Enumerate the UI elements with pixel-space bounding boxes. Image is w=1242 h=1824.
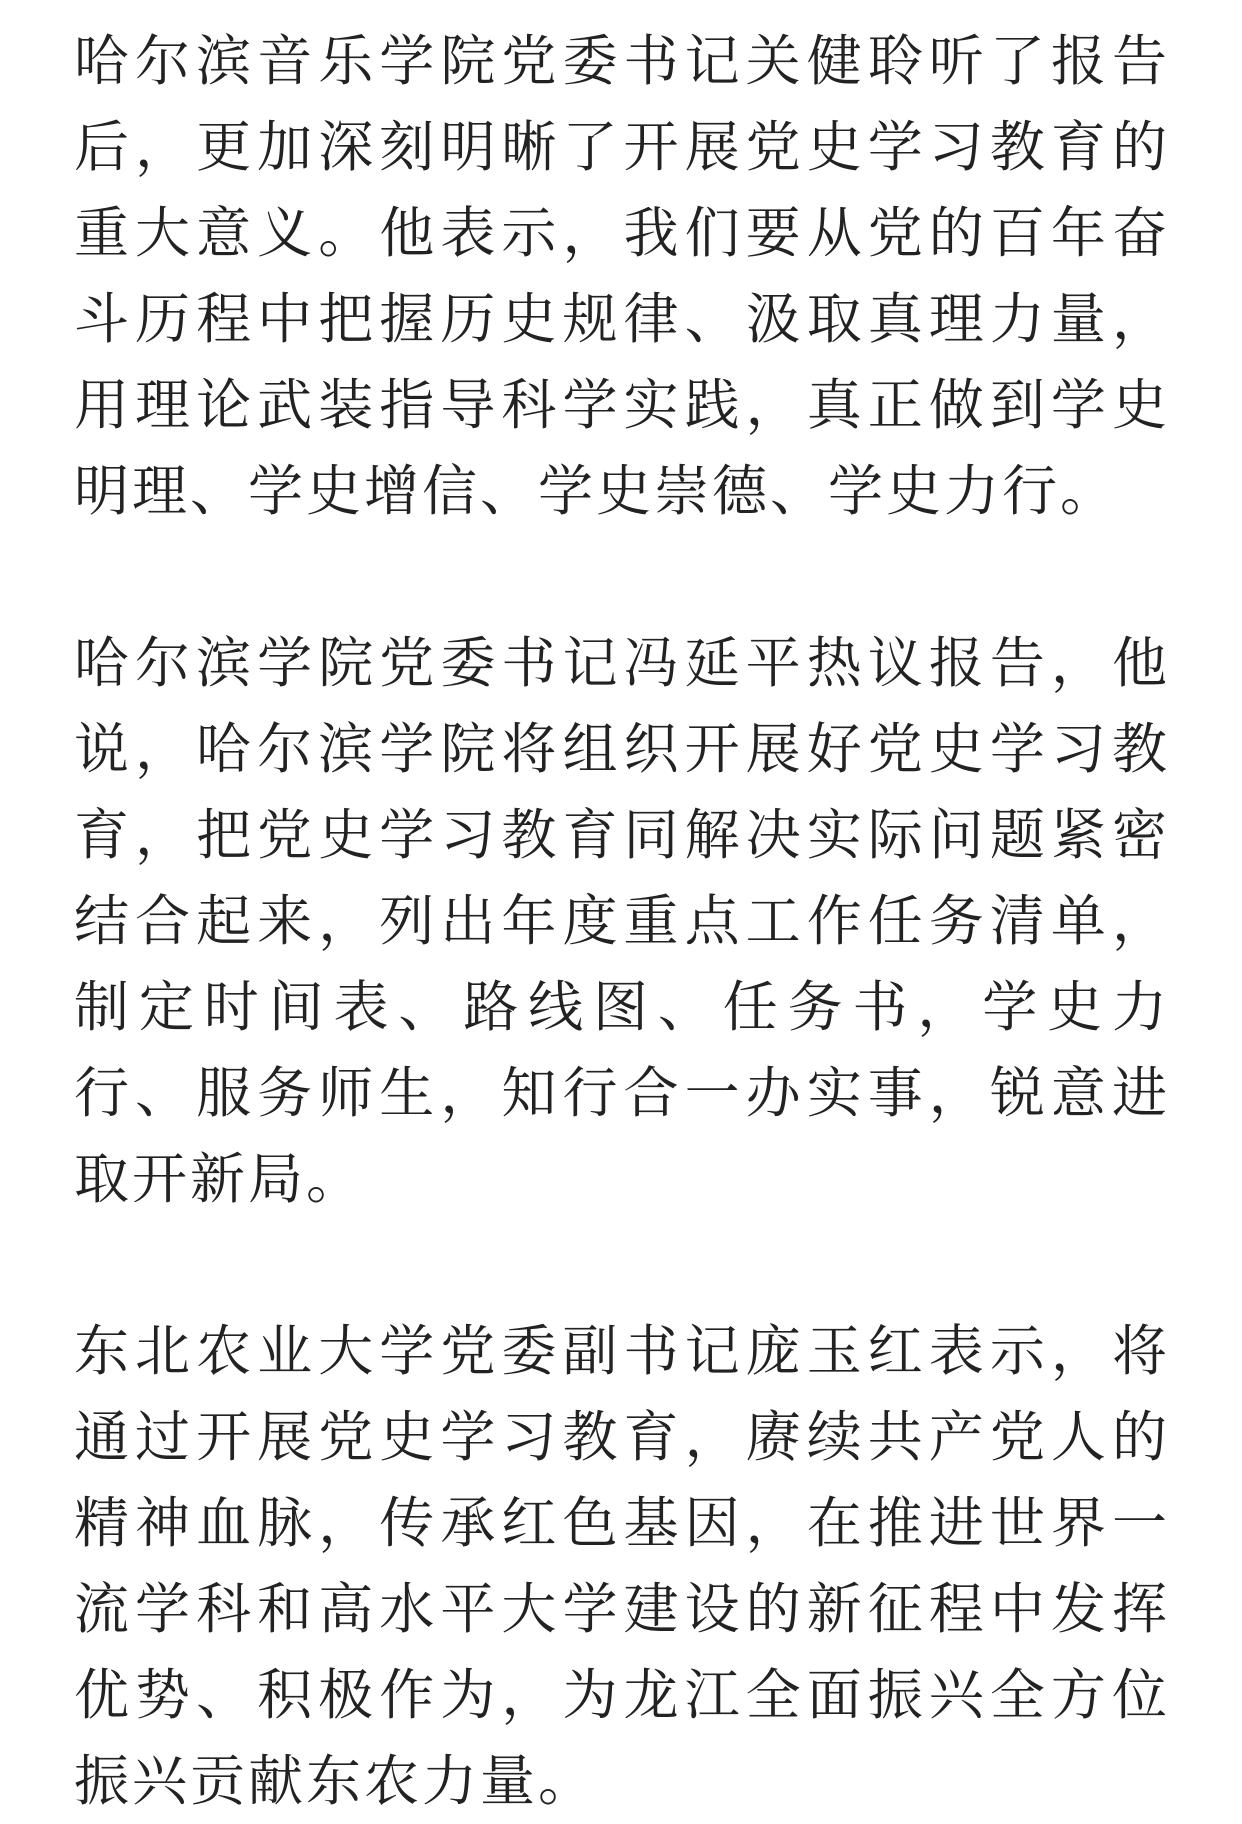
paragraph-feng-yanping: 哈尔滨学院党委书记冯延平热议报告，他说，哈尔滨学院将组织开展好党史学习教育，把党史学习教育同解决实际问题紧密结合起来，列出年度重点工作任务清单，制定时间表、路线图、任务书，学史力行、服务师生，知行合一办实事，锐意进取开新局。 [74,631,1170,1211]
paragraph-guan-jian: 哈尔滨音乐学院党委书记关健聆听了报告后，更加深刻明晰了开展党史学习教育的重大意义。他表示，我们要从党的百年奋斗历程中把握历史规律、汲取真理力量，用理论武装指导科学实践，真正做到学史明理、学史增信、学史崇德、学史力行。 [74,29,1170,523]
article-body [74,18,1170,1824]
paragraph-pang-yuhong: 东北农业大学党委副书记庞玉红表示，将通过开展党史学习教育，赓续共产党人的精神血脉，传承红色基因，在推进世界一流学科和高水平大学建设的新征程中发挥优势、积极作为，为龙江全面振兴全方位振兴贡献东农力量。 [74,1319,1170,1813]
